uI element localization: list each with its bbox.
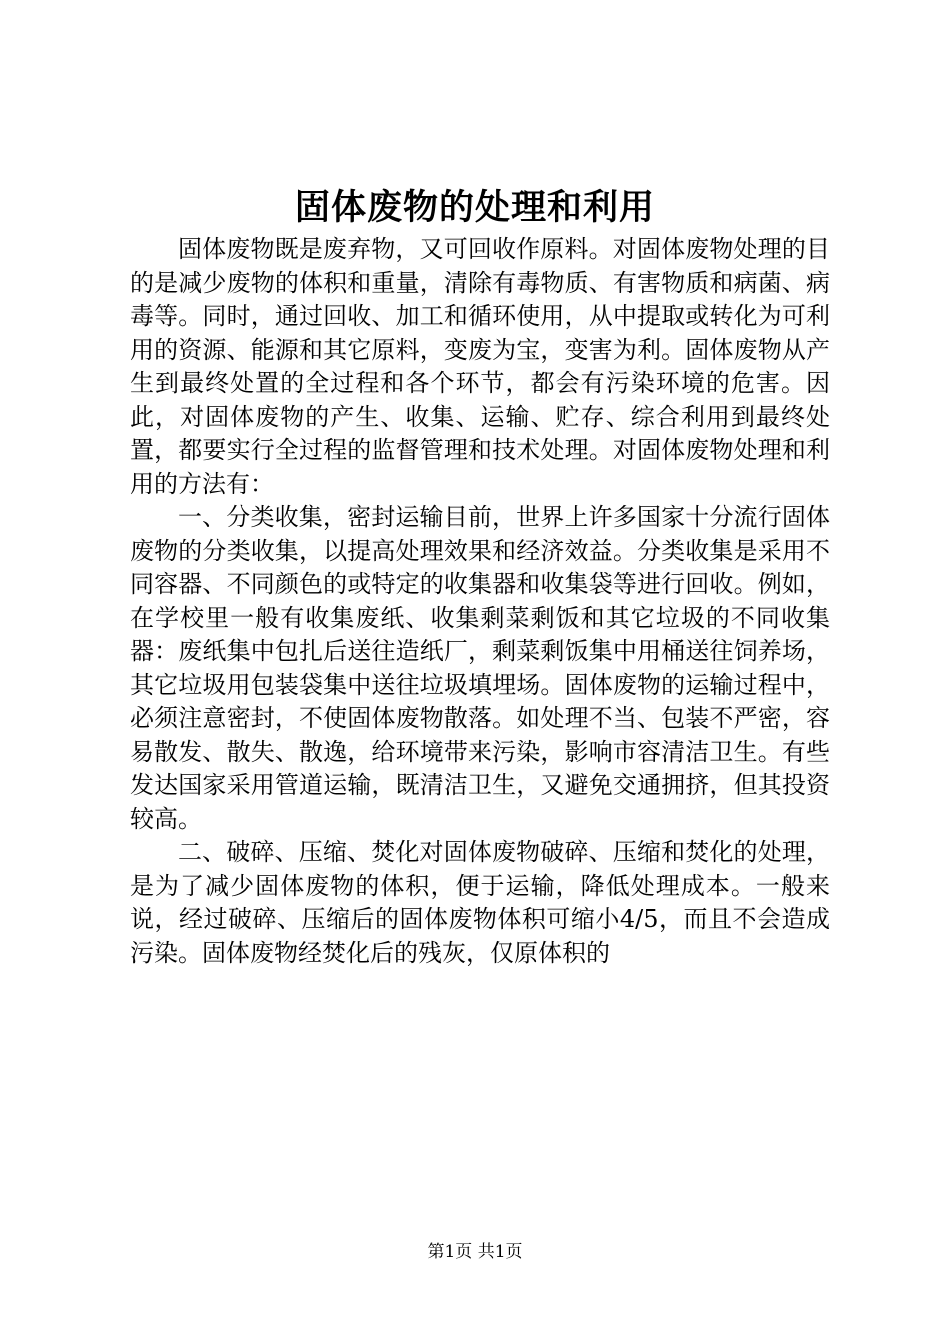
document-body: [130, 233, 830, 970]
paragraph-classification: 一、分类收集，密封运输目前，世界上许多国家十分流行固体废物的分类收集，以提高处理效果和经济效益。分类收集是采用不同容器、不同颜色的或特定的收集器和收集袋等进行回收。例如，在学校里一般有收集废纸、收集剩菜剩饭和其它垃圾的不同收集器：废纸集中包扎后送往造纸厂，剩菜剩饭集中用桶送往饲养场，其它垃圾用包装袋集中送往垃圾填埋场。固体废物的运输过程中，必须注意密封，不使固体废物散落。如处理不当、包装不严密，容易散发、散失、散逸，给环境带来污染，影响市容清洁卫生。有些发达国家采用管道运输，既清洁卫生，又避免交通拥挤，但其投资较高。: [130, 503, 830, 833]
paragraph-intro: 固体废物既是废弃物，又可回收作原料。对固体废物处理的目的是减少废物的体积和重量，清除有毒物质、有害物质和病菌、病毒等。同时，通过回收、加工和循环使用，从中提取或转化为可利用的资源、能源和其它原料，变废为宝，变害为利。固体废物从产生到最终处置的全过程和各个环节，都会有污染环境的危害。因此，对固体废物的产生、收集、运输、贮存、综合利用到最终处置，都要实行全过程的监督管理和技术处理。对固体废物处理和利用的方法有：: [130, 235, 830, 498]
page-footer: 第1页 共1页: [427, 1242, 523, 1262]
document-title: 固体废物的处理和利用: [294, 187, 655, 228]
paragraph-compression: 二、破碎、压缩、焚化对固体废物破碎、压缩和焚化的处理，是为了减少固体废物的体积，便于运输，降低处理成本。一般来说，经过破碎、压缩后的固体废物体积可缩小4/5，而且不会造成污染。固体废物经焚化后的残灰，仅原体积的: [130, 838, 830, 967]
